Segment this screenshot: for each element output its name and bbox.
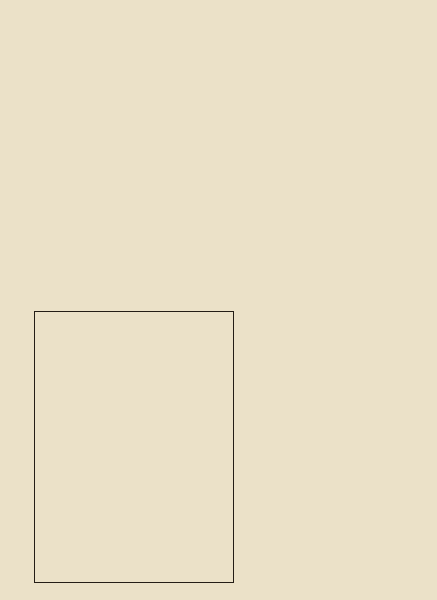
editor-notice-box [34,311,234,583]
